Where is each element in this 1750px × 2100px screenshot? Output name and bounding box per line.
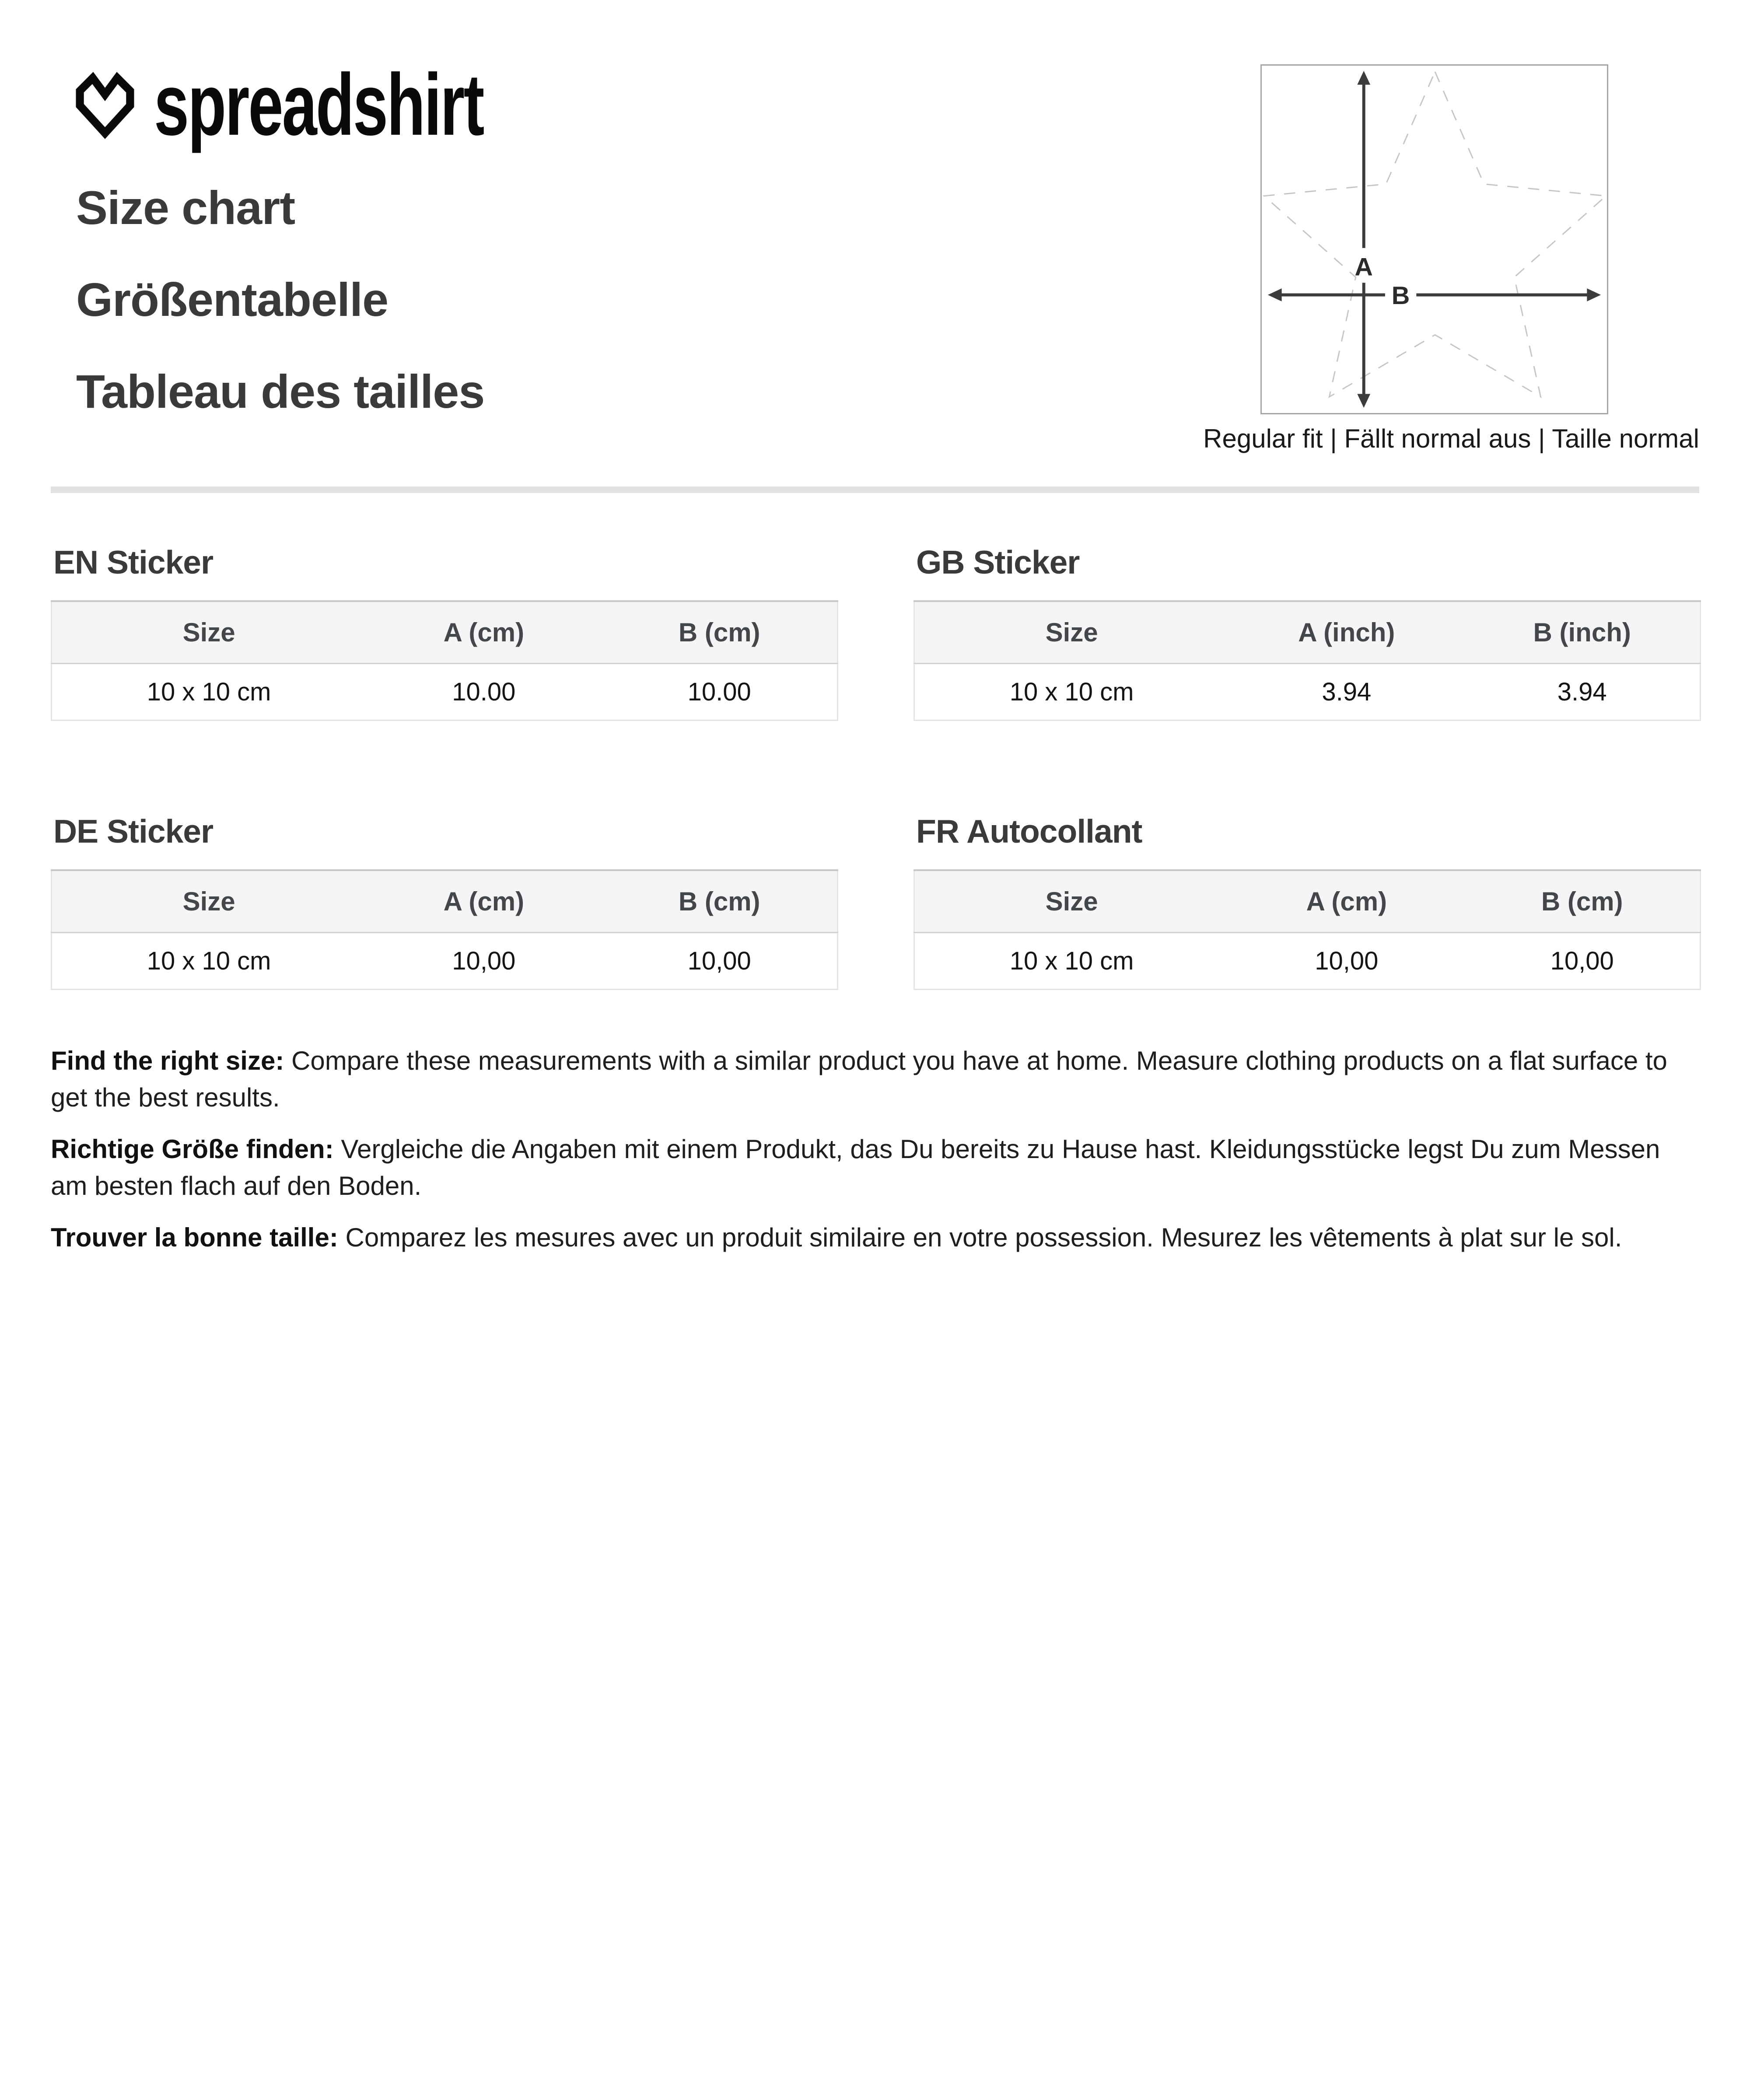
page-header xyxy=(0,0,1750,486)
table-header-row xyxy=(52,601,838,664)
cell-a: 10.00 xyxy=(366,664,602,721)
column-header-size: Size xyxy=(52,601,366,664)
diagram-label-a: A xyxy=(1354,253,1373,281)
cell-size: 10 x 10 cm xyxy=(914,933,1229,990)
diagram-label-b: B xyxy=(1391,281,1410,310)
table-header-row xyxy=(914,601,1701,664)
footnote-fr-lead: Trouver la bonne taille: xyxy=(51,1223,338,1252)
arrowhead-right xyxy=(1587,288,1601,301)
column-header-size: Size xyxy=(52,870,366,933)
size-table-section-en xyxy=(51,543,838,721)
size-table-section-gb xyxy=(914,543,1701,721)
table-row xyxy=(914,933,1701,990)
table-row xyxy=(52,933,838,990)
heart-icon xyxy=(74,69,136,141)
arrowhead-top xyxy=(1357,71,1370,85)
cell-b: 10.00 xyxy=(602,664,837,721)
column-header-a: A (cm) xyxy=(1228,870,1464,933)
cell-size: 10 x 10 cm xyxy=(914,664,1229,721)
cell-size: 10 x 10 cm xyxy=(52,933,366,990)
page-title-en: Size chart xyxy=(76,181,295,234)
column-header-size: Size xyxy=(914,601,1229,664)
size-table-section-de xyxy=(51,812,838,990)
column-header-b: B (inch) xyxy=(1464,601,1700,664)
section-title-gb: GB Sticker xyxy=(916,544,1080,581)
fit-diagram-svg xyxy=(1262,66,1607,413)
sizing-instructions xyxy=(0,1043,1750,1256)
column-header-size: Size xyxy=(914,870,1229,933)
footnote-en-lead: Find the right size: xyxy=(51,1046,284,1075)
page-title-fr: Tableau des tailles xyxy=(76,365,485,418)
footnote-de-text: Vergleiche die Angaben mit einem Produkt, das Du bereits zu Hause hast. Kleidungsstücke legst Du zum Messen am besten flach auf den Boden. xyxy=(51,1134,1660,1200)
column-header-b: B (cm) xyxy=(602,601,837,664)
column-header-b: B (cm) xyxy=(1464,870,1700,933)
size-table-en xyxy=(51,600,838,721)
arrowhead-bottom xyxy=(1357,394,1370,408)
section-divider xyxy=(51,486,1699,493)
footnote-de xyxy=(51,1131,1699,1204)
size-tables xyxy=(0,543,1750,990)
footnote-de-lead: Richtige Größe finden: xyxy=(51,1134,334,1164)
column-header-a: A (inch) xyxy=(1228,601,1464,664)
section-title-en: EN Sticker xyxy=(53,544,214,581)
arrowhead-left xyxy=(1268,288,1282,301)
fit-diagram xyxy=(1260,64,1608,414)
size-table-gb xyxy=(914,600,1701,721)
cell-b: 10,00 xyxy=(1464,933,1700,990)
cell-a: 10,00 xyxy=(1228,933,1464,990)
size-table-section-fr xyxy=(914,812,1701,990)
footnote-fr-text: Comparez les mesures avec un produit similaire en votre possession. Mesurez les vêtements à plat sur le sol. xyxy=(338,1223,1622,1252)
table-row xyxy=(914,664,1701,721)
footnote-fr xyxy=(51,1219,1699,1256)
footnote-en-text: Compare these measurements with a similar product you have at home. Measure clothing products on a flat surface to get the best results. xyxy=(51,1046,1667,1112)
table-header-row xyxy=(914,870,1701,933)
cell-size: 10 x 10 cm xyxy=(52,664,366,721)
table-header-row xyxy=(52,870,838,933)
size-table-fr xyxy=(914,869,1701,990)
section-title-de: DE Sticker xyxy=(53,813,214,850)
cell-b: 3.94 xyxy=(1464,664,1700,721)
section-title-fr: FR Autocollant xyxy=(916,813,1142,850)
table-row xyxy=(52,664,838,721)
cell-b: 10,00 xyxy=(602,933,837,990)
cell-a: 10,00 xyxy=(366,933,602,990)
page-title-de: Größentabelle xyxy=(76,273,388,326)
fit-caption: Regular fit | Fällt normal aus | Taille normal xyxy=(1203,424,1699,453)
column-header-a: A (cm) xyxy=(366,870,602,933)
brand-wordmark: spreadshirt xyxy=(154,56,483,154)
size-table-de xyxy=(51,869,838,990)
cell-a: 3.94 xyxy=(1228,664,1464,721)
star-outline xyxy=(1264,72,1606,397)
column-header-b: B (cm) xyxy=(602,870,837,933)
footnote-en xyxy=(51,1043,1699,1116)
column-header-a: A (cm) xyxy=(366,601,602,664)
